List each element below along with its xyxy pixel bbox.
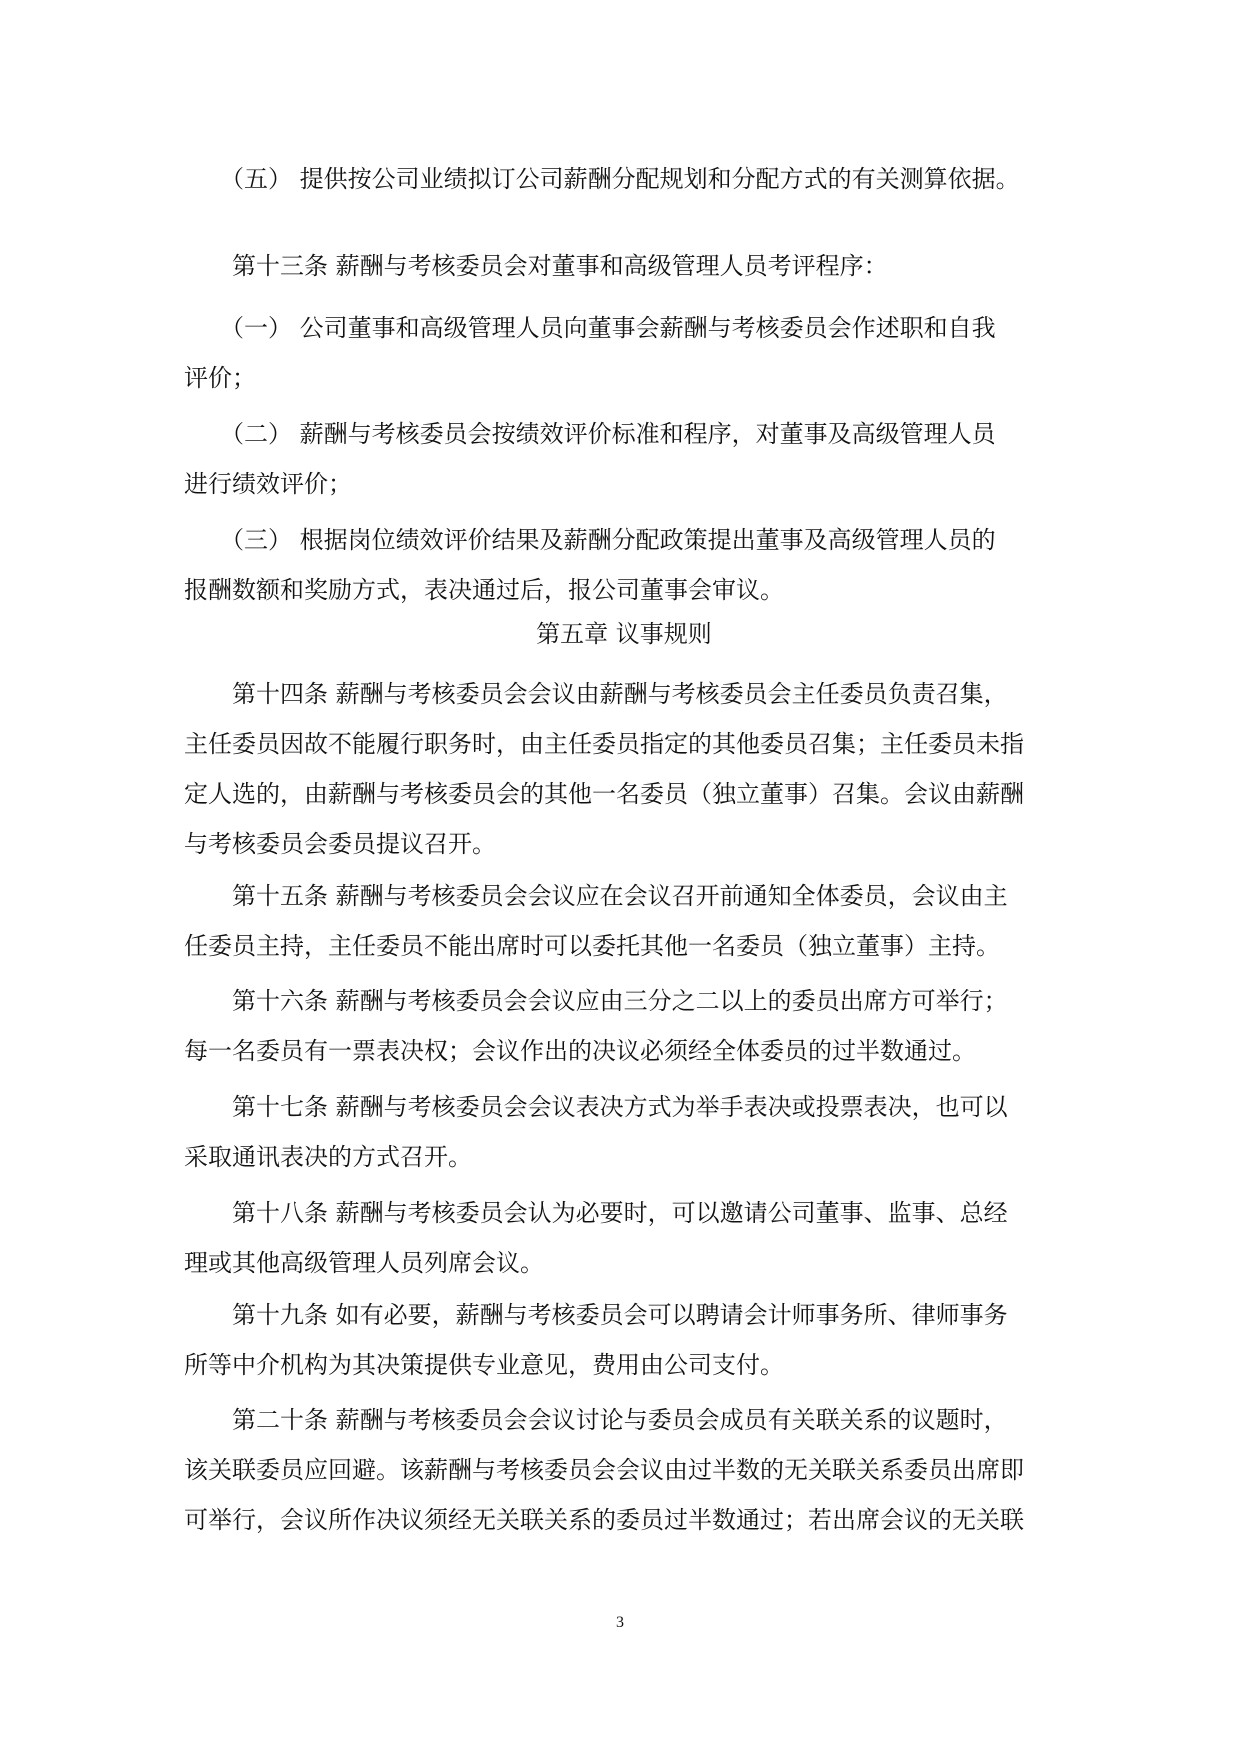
text-line: 该关联委员应回避。该薪酬与考核委员会会议由过半数的无关联关系委员出席即	[184, 1456, 1024, 1484]
paragraph-step-3	[184, 515, 1064, 615]
text-line: 可举行，会议所作决议须经无关联关系的委员过半数通过；若出席会议的无关联	[184, 1506, 1024, 1534]
paragraph-article-20	[184, 1395, 1064, 1545]
text-line: 评价；	[184, 364, 256, 392]
paragraph-article-14	[184, 669, 1064, 869]
text-line: （五） 提供按公司业绩拟订公司薪酬分配规划和分配方式的有关测算依据。	[184, 165, 1020, 193]
text-line: 进行绩效评价；	[184, 470, 352, 498]
text-line: 所等中介机构为其决策提供专业意见，费用由公司支付。	[184, 1351, 784, 1379]
paragraph-article-17	[184, 1082, 1064, 1182]
text-line: （二） 薪酬与考核委员会按绩效评价标准和程序，对董事及高级管理人员	[184, 420, 996, 448]
text-line: 报酬数额和奖励方式，表决通过后，报公司董事会审议。	[184, 576, 784, 604]
paragraph-step-2	[184, 409, 1064, 509]
text-line: 定人选的，由薪酬与考核委员会的其他一名委员（独立董事）召集。会议由薪酬	[184, 780, 1024, 808]
paragraph-step-1	[184, 303, 1064, 403]
text-line: 第十七条 薪酬与考核委员会会议表决方式为举手表决或投票表决，也可以	[184, 1093, 1008, 1121]
text-line: 主任委员因故不能履行职务时，由主任委员指定的其他委员召集；主任委员未指	[184, 730, 1024, 758]
paragraph-article-13	[184, 241, 1064, 291]
chapter-heading: 第五章 议事规则	[536, 620, 712, 648]
text-line: 第十九条 如有必要，薪酬与考核委员会可以聘请会计师事务所、律师事务	[184, 1301, 1008, 1329]
paragraph-article-16	[184, 976, 1064, 1076]
text-line: 采取通讯表决的方式召开。	[184, 1143, 472, 1171]
paragraph-article-18	[184, 1188, 1064, 1288]
text-line: 第十八条 薪酬与考核委员会认为必要时，可以邀请公司董事、监事、总经	[184, 1199, 1008, 1227]
text-line: （三） 根据岗位绩效评价结果及薪酬分配政策提出董事及高级管理人员的	[184, 526, 996, 554]
text-line: 第十五条 薪酬与考核委员会会议应在会议召开前通知全体委员，会议由主	[184, 882, 1008, 910]
paragraph-item-5	[184, 154, 1064, 204]
text-line: 第十六条 薪酬与考核委员会会议应由三分之二以上的委员出席方可举行；	[184, 987, 1008, 1015]
page-number: 3	[616, 1614, 624, 1631]
text-line: 第二十条 薪酬与考核委员会会议讨论与委员会成员有关联关系的议题时，	[184, 1406, 1008, 1434]
text-line: 任委员主持，主任委员不能出席时可以委托其他一名委员（独立董事）主持。	[184, 932, 1000, 960]
text-line: 每一名委员有一票表决权；会议作出的决议必须经全体委员的过半数通过。	[184, 1037, 976, 1065]
text-line: 第十四条 薪酬与考核委员会会议由薪酬与考核委员会主任委员负责召集，	[184, 680, 1008, 708]
text-line: 与考核委员会委员提议召开。	[184, 830, 496, 858]
text-line: 第十三条 薪酬与考核委员会对董事和高级管理人员考评程序：	[184, 252, 888, 280]
paragraph-article-19	[184, 1290, 1064, 1390]
text-line: 理或其他高级管理人员列席会议。	[184, 1249, 544, 1277]
paragraph-article-15	[184, 871, 1064, 971]
text-line: （一） 公司董事和高级管理人员向董事会薪酬与考核委员会作述职和自我	[184, 314, 996, 342]
